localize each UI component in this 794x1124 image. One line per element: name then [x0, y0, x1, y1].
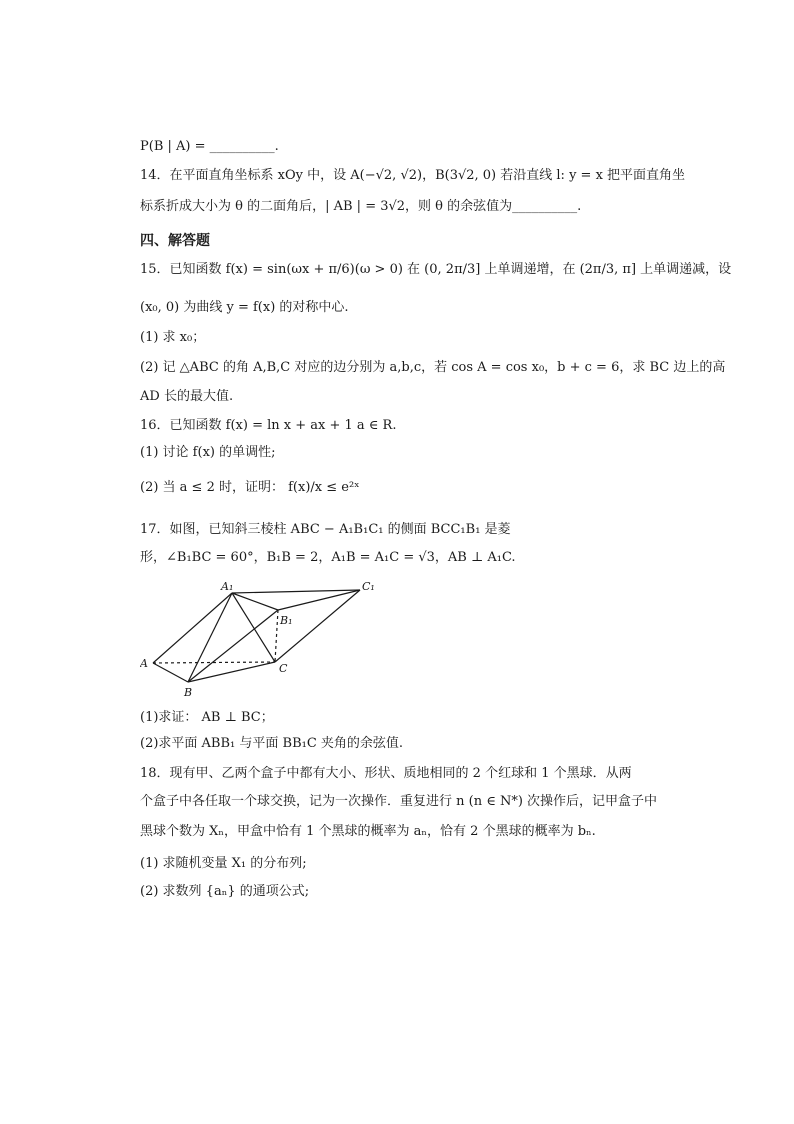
- edge-a1-b: [188, 593, 232, 682]
- problem-14-line-2: 标系折成大小为 θ 的二面角后，| AB | = 3√2，则 θ 的余弦值为__________.: [140, 199, 582, 214]
- vertex-label-a: A: [140, 657, 148, 670]
- edge-a1-c: [232, 593, 275, 662]
- problem-17-line-2: 形，∠B₁BC = 60°，B₁B = 2，A₁B = A₁C = √3，AB ⊥ A₁C.: [140, 550, 516, 565]
- problem-16-part-2: (2) 当 a ≤ 2 时，证明： f(x)/x ≤ e²ˣ: [140, 480, 360, 495]
- problem-18-line-3: 黑球个数为 Xₙ，甲盒中恰有 1 个黑球的概率为 aₙ，恰有 2 个黑球的概率为 bₙ.: [140, 824, 596, 839]
- problem-15-line-1: 15．已知函数 f(x) = sin(ωx + π/6)(ω > 0) 在 (0, 2π/3] 上单调递增，在 (2π/3, π] 上单调递减，设: [140, 262, 732, 277]
- problem-13-tail: P(B | A) = __________.: [140, 139, 279, 154]
- vertex-label-a1: A₁: [221, 580, 234, 593]
- problem-16-part-1: (1) 讨论 f(x) 的单调性;: [140, 445, 276, 460]
- problem-16-line-1: 16．已知函数 f(x) = ln x + ax + 1 a ∈ R.: [140, 418, 397, 433]
- problem-15-part-2-cont: AD 长的最大值.: [140, 389, 234, 404]
- problem-17-line-1: 17．如图，已知斜三棱柱 ABC − A₁B₁C₁ 的侧面 BCC₁B₁ 是菱: [140, 522, 511, 537]
- problem-18-part-1: (1) 求随机变量 X₁ 的分布列;: [140, 856, 307, 871]
- vertex-label-c1: C₁: [362, 580, 375, 593]
- problem-15-part-2: (2) 记 △ABC 的角 A,B,C 对应的边分别为 a,b,c，若 cos A = cos x₀，b + c = 6，求 BC 边上的高: [140, 360, 726, 375]
- problem-14-line-1: 14．在平面直角坐标系 xOy 中，设 A(−√2, √2)，B(3√2, 0) 若沿直线 l: y = x 把平面直角坐: [140, 168, 686, 183]
- hidden-edge-b1-c: [275, 610, 278, 662]
- problem-17-part-2: (2)求平面 ABB₁ 与平面 BB₁C 夹角的余弦值.: [140, 736, 404, 751]
- prism-figure: [140, 580, 400, 700]
- vertex-label-c: C: [279, 662, 288, 675]
- problem-18-line-1: 18．现有甲、乙两个盒子中都有大小、形状、质地相同的 2 个红球和 1 个黑球．从两: [140, 766, 632, 781]
- vertex-label-b: B: [184, 686, 193, 699]
- vertex-label-b1: B₁: [280, 614, 293, 627]
- edge-a-a1: [153, 593, 232, 663]
- problem-18-part-2: (2) 求数列 {aₙ} 的通项公式;: [140, 884, 310, 899]
- problem-15-part-1: (1) 求 x₀；: [140, 330, 206, 345]
- problem-18-line-2: 个盒子中各任取一个球交换，记为一次操作．重复进行 n (n ∈ N*) 次操作后，记甲盒子中: [140, 794, 658, 809]
- edge-a-b: [153, 663, 188, 682]
- hidden-edge-a-c: [153, 662, 275, 663]
- problem-17-part-1: (1)求证： AB ⊥ BC；: [140, 710, 274, 725]
- problem-15-line-2: (x₀, 0) 为曲线 y = f(x) 的对称中心.: [140, 300, 349, 315]
- section-heading: 四、解答题: [140, 233, 210, 249]
- edge-a1-b1: [232, 593, 278, 610]
- edge-a1-c1: [232, 590, 360, 593]
